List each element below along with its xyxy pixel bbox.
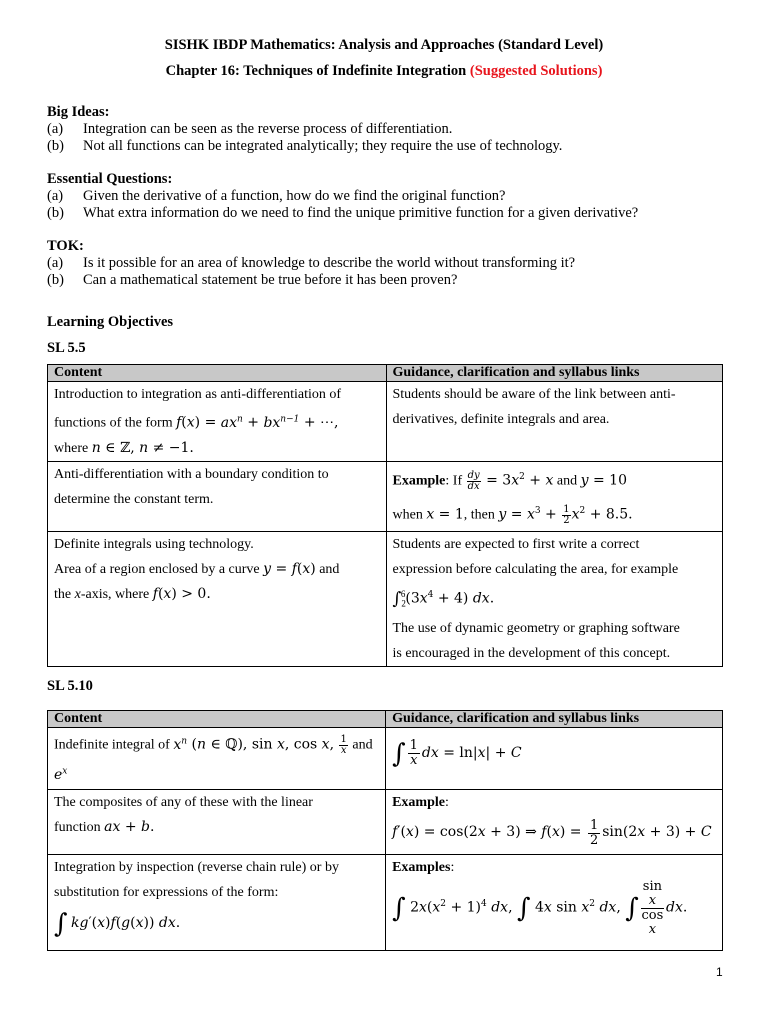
sl510-table	[47, 710, 723, 951]
chapter-title	[0, 63, 768, 80]
big-ideas-item: (a) Integration can be seen as the reverse process of differentiation.	[47, 121, 453, 137]
table-cell: ∫ $\frac{1}{x}$ dx = ln|x| + C	[386, 728, 723, 790]
table-cell: The composites of any of these with the linear function ax + b.	[48, 790, 386, 855]
chapter-title-main: Chapter 16: Techniques of Indefinite Integration	[165, 63, 467, 79]
table-cell: Definite integrals using technology. Area of a region enclosed by a curve y = f(x) and the x-axis, where f(x) > 0.	[48, 531, 387, 666]
table-row	[48, 382, 723, 462]
big-ideas-heading: Big Ideas:	[47, 104, 110, 120]
table-cell: Students are expected to first write a correct expression before calculating the area, for example $\int_2^6(3x^4 + 4)$ dx. The use of dynamic geometry or graphing software is encouraged in the development of this concept.	[386, 531, 723, 666]
essential-question-item: (b) What extra information do we need to find the unique primitive function for a given derivative?	[47, 205, 639, 221]
essential-questions-heading: Essential Questions:	[47, 171, 173, 187]
table-cell: Examples: ∫ $2x(x^2 + 1)^4$ dx, ∫ 4x $\sin x^2$ dx, ∫ sin x cos x dx.	[386, 855, 723, 951]
column-header-content: Content	[48, 365, 387, 382]
table-row	[48, 531, 723, 666]
sl55-heading: SL 5.5	[47, 340, 86, 356]
tok-item: (b) Can a mathematical statement be true before it has been proven?	[47, 272, 458, 288]
table-cell: Integration by inspection (reverse chain rule) or by substitution for expressions of the form: ∫ kg′(x)f(g(x)) dx.	[48, 855, 386, 951]
page-number: 1	[716, 965, 723, 979]
table-row	[48, 790, 723, 855]
table-cell: Example: If $\frac{dy}{dx}$ = $3x^2 + x$ and y = 10 when x = 1, then $y = x^3$ + $\frac{1}{2}$ $x^2 + 8.5$.	[386, 461, 723, 531]
table-header-row	[48, 711, 723, 728]
table-cell: Example: f′(x) = cos(2x + 3) ⇒ f(x) = $\frac{1}{2}$ sin(2x + 3) + C	[386, 790, 723, 855]
document-title: SISHK IBDP Mathematics: Analysis and Approaches (Standard Level)	[164, 37, 604, 53]
column-header-content: Content	[48, 711, 386, 728]
table-cell: Introduction to integration as anti-differentiation of functions of the form $f(x) = ax^n + bx^{n-1}$ + ⋯, where n ∈ ℤ, n ≠ −1.	[48, 382, 387, 462]
table-cell: Anti-differentiation with a boundary condition to determine the constant term.	[48, 461, 387, 531]
column-header-guidance: Guidance, clarification and syllabus links	[386, 711, 723, 728]
table-row	[48, 855, 723, 951]
sl55-table	[47, 364, 723, 667]
sl510-heading: SL 5.10	[47, 678, 93, 694]
table-cell: Indefinite integral of $x^n$ (n ∈ ℚ), sin x, cos x, $\frac{1}{x}$ and $e^x$	[48, 728, 386, 790]
table-cell: Students should be aware of the link between anti- derivatives, definite integrals and area.	[386, 382, 723, 462]
learning-objectives-heading: Learning Objectives	[47, 314, 174, 330]
tok-heading: TOK:	[47, 238, 84, 254]
chapter-title-suffix: (Suggested Solutions)	[469, 63, 603, 79]
big-ideas-item: (b) Not all functions can be integrated analytically; they require the use of technology.	[47, 138, 563, 154]
column-header-guidance: Guidance, clarification and syllabus links	[386, 365, 723, 382]
tok-item: (a) Is it possible for an area of knowledge to describe the world without transforming it?	[47, 255, 576, 271]
table-header-row	[48, 365, 723, 382]
table-row	[48, 461, 723, 531]
essential-question-item: (a) Given the derivative of a function, how do we find the original function?	[47, 188, 506, 204]
table-row	[48, 728, 723, 790]
